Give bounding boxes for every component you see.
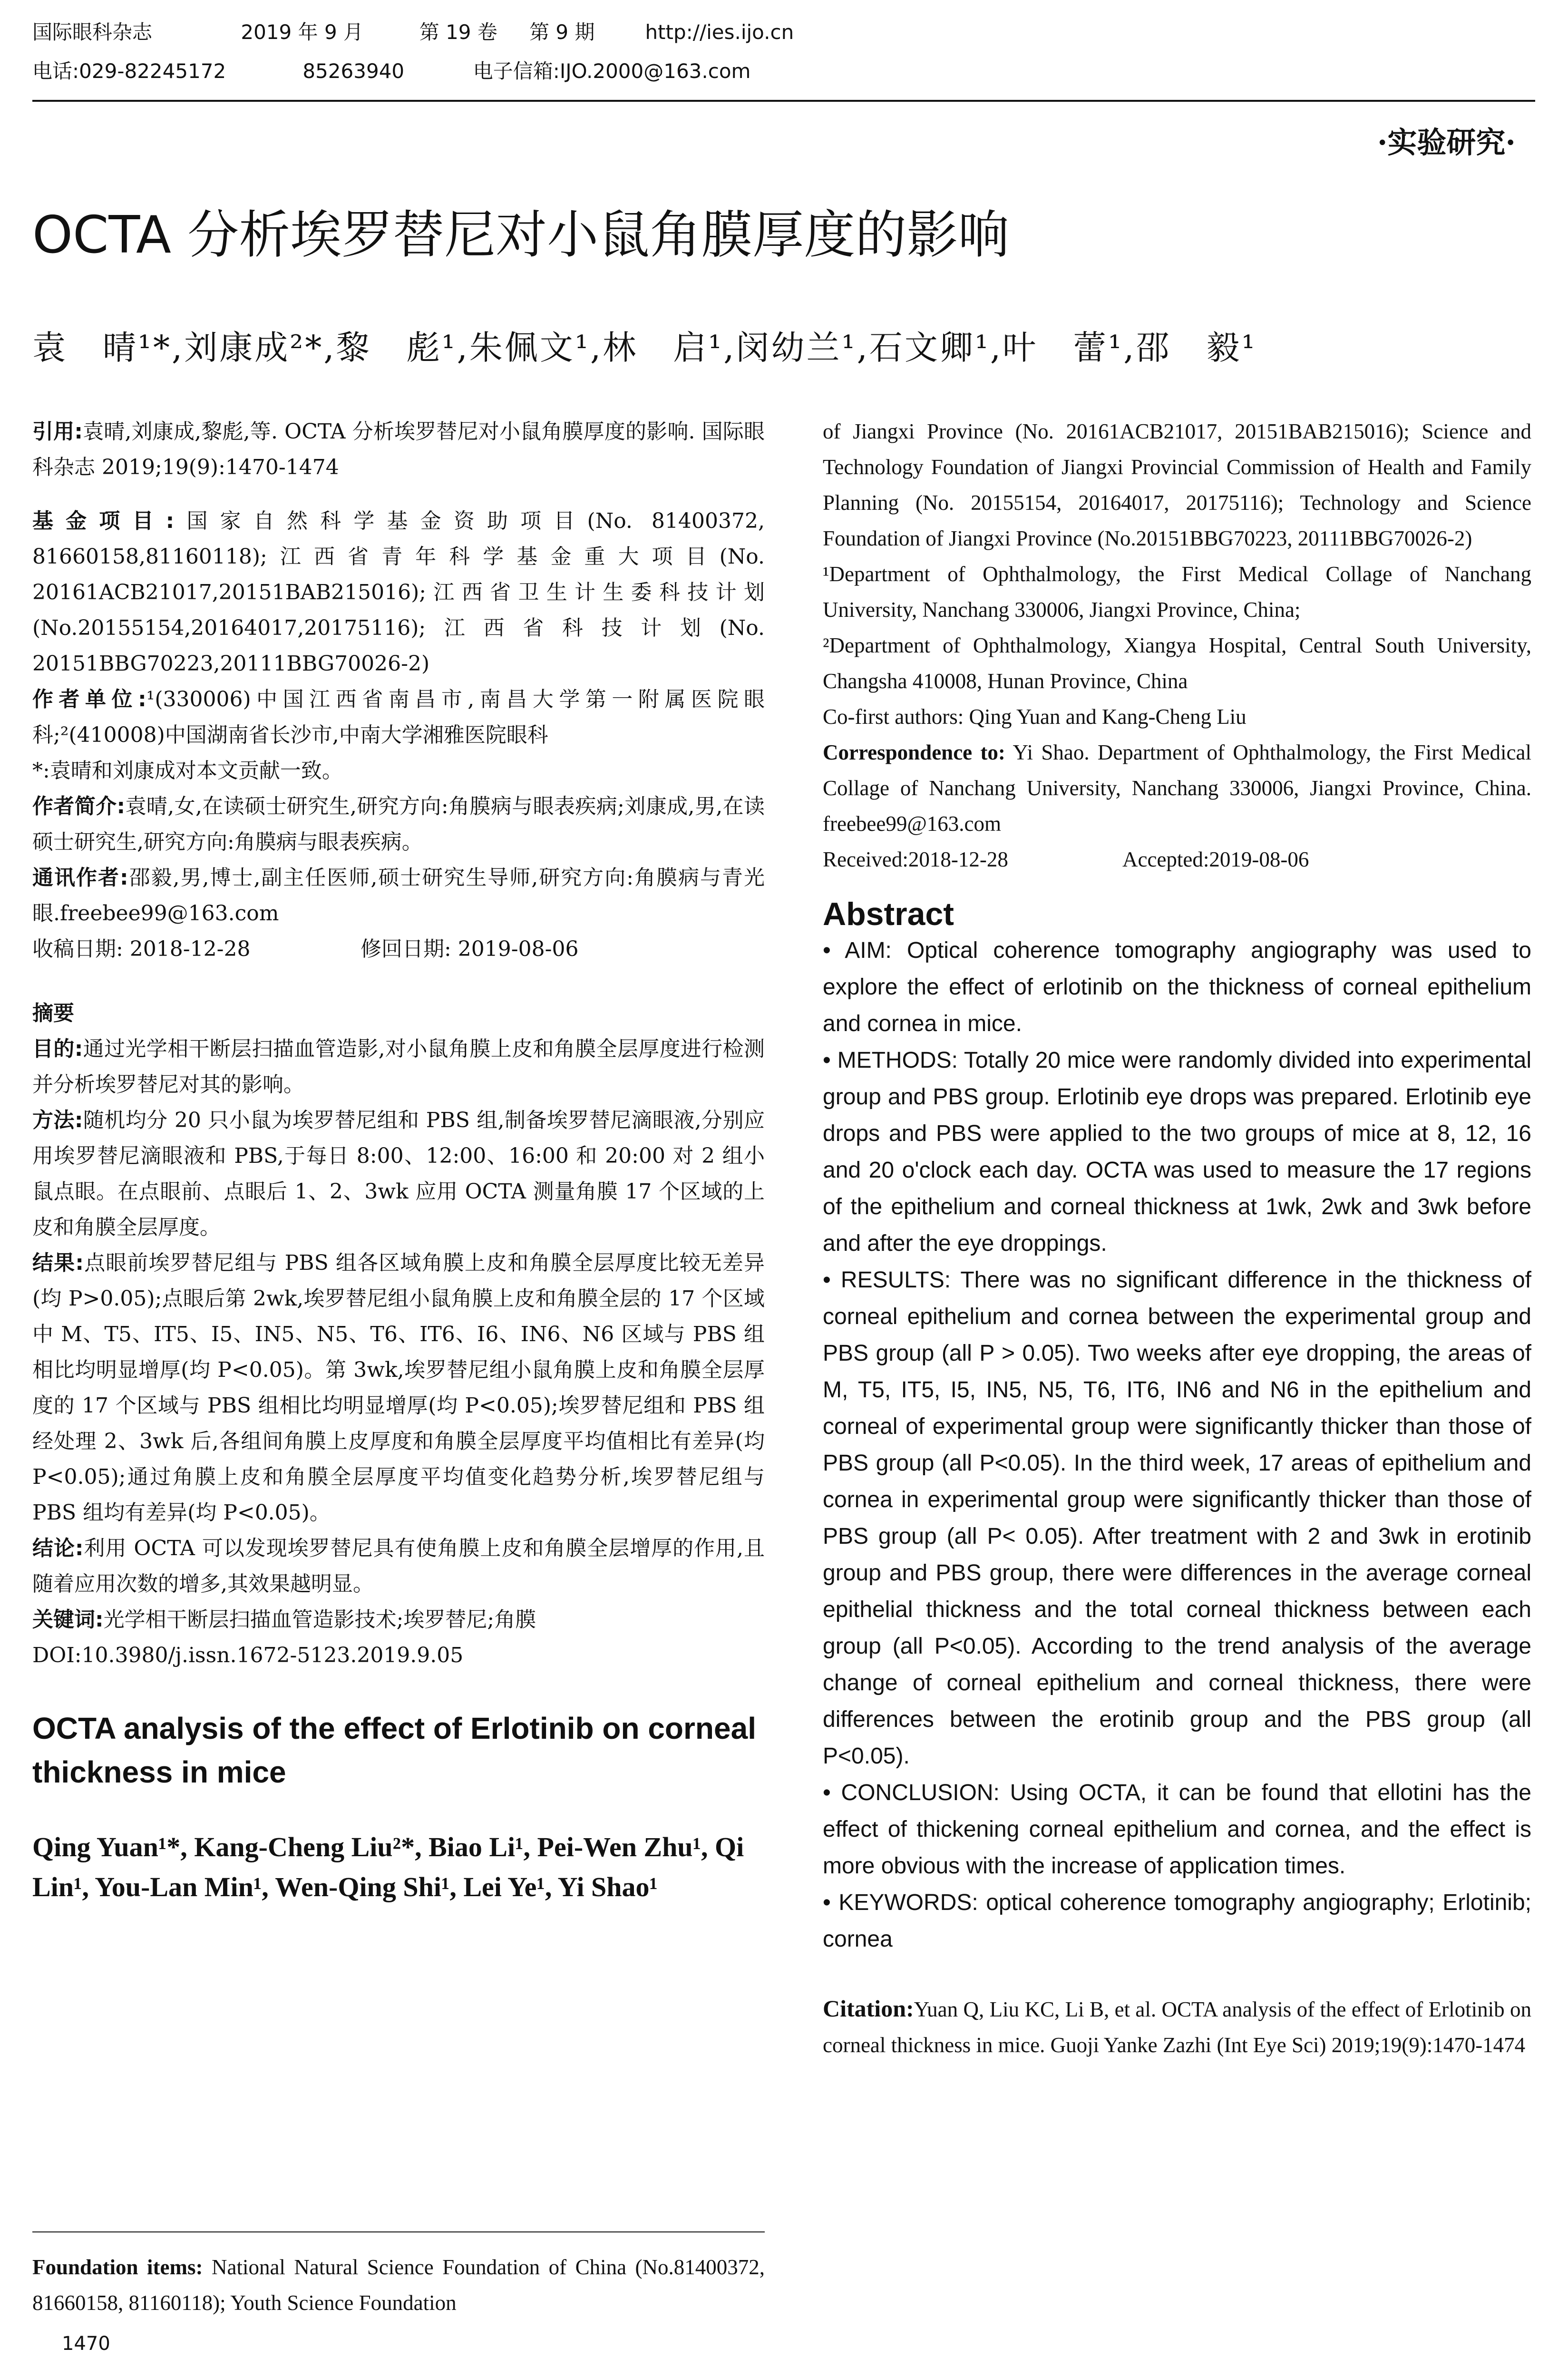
doi[interactable]: DOI:10.3980/j.issn.1672-5123.2019.9.05 (32, 1643, 464, 1667)
conclusion-cn: 利用 OCTA 可以发现埃罗替尼具有使角膜上皮和角膜全层增厚的作用,且随着应用次数的增多,其效果越明显。 (32, 1536, 765, 1596)
author-bio-label: 作者简介: (32, 794, 126, 818)
corresponding-cn-label: 通讯作者: (32, 866, 128, 890)
abstract-en-heading: Abstract (823, 896, 954, 932)
results-cn: 点眼前埃罗替尼组与 PBS 组各区域角膜上皮和角膜全层厚度比较无差异(均 P>0.05);点眼后第 2wk,埃罗替尼组小鼠角膜上皮和角膜全层的 17 个区域中 M、T5、IT5、I5、IN5、N5、T6、IT6、I6、IN6、N6 区域与 PBS 组相比均明显增厚(均 P<0.05)。第 3wk,埃罗替尼组小鼠角膜上皮和角膜全层厚度的 17 个区域与 PBS 组相比均明显增厚(均 P<0.05);埃罗替尼组和 PBS 组经处理 2、3wk 后,各组间角膜上皮厚度和角膜全层厚度平均值相比有差异(均 P<0.05);通过角膜上皮和角膜全层厚度平均值变化趋势分析,埃罗替尼组与 PBS 组均有差异(均 P<0.05)。 (32, 1251, 765, 1525)
abstract-cn-heading: 摘要 (32, 1001, 74, 1025)
foundation-en-block (32, 2250, 765, 2321)
foundation-en: National Natural Science Foundation of China (No.81400372, 81660158, 81160118); Youth Science Foundation (32, 2255, 765, 2315)
foundation-en-continued: of Jiangxi Province (No. 20161ACB21017, 20151BAB215016); Science and Technology Foundation of Jiangxi Provincial Commission of Health and Family Planning (No. 20155154, 20164017, 20175116); Technology and Science Foundation of Jiangxi Province (No.20151BBG70223, 20111BBG70026-2) (823, 419, 1531, 550)
keywords-cn: 光学相干断层扫描血管造影技术;埃罗替尼;角膜 (103, 1607, 536, 1632)
affiliation-cn-label: 作者单位: (32, 687, 146, 711)
left-column (32, 414, 765, 1907)
running-header-line2 (32, 56, 750, 87)
keywords-en: • KEYWORDS: optical coherence tomography angiography; Erlotinib; cornea (823, 1890, 1531, 1952)
correspondence-label: Correspondence to: (823, 740, 1005, 764)
section-tag: ·实验研究· (1377, 125, 1516, 160)
affiliation-en-2: ²Department of Ophthalmology, Xiangya Hospital, Central South University, Changsha 410008, Hunan Province, China (823, 633, 1531, 693)
article-title-cn: OCTA 分析埃罗替尼对小鼠角膜厚度的影响 (32, 205, 1010, 265)
journal-email[interactable]: 电子信箱:IJO.2000@163.com (473, 59, 751, 83)
citation-en-label: Citation: (823, 1995, 914, 2022)
foundation-cn: 国家自然科学基金资助项目(No. 81400372, 81660158,81160118);江西省青年科学基金重大项目(No. 20161ACB21017,20151BAB215016);江西省卫生计生委科技计划(No.20155154,20164017,20175116);江西省科技计划(No. 20151BBG70223,20111BBG70026-2) (32, 509, 765, 676)
right-column (823, 414, 1531, 2063)
footnote-rule (32, 2231, 765, 2232)
received-en: Received:2018-12-28 (823, 848, 1008, 871)
accepted-en: Accepted:2019-08-06 (1122, 848, 1309, 871)
affiliation-cn: ¹(330006)中国江西省南昌市,南昌大学第一附属医院眼科;²(410008)中国湖南省长沙市,中南大学湘雅医院眼科 (32, 687, 765, 747)
authors-cn: 袁 晴¹*,刘康成²*,黎 彪¹,朱佩文¹,林 启¹,闵幼兰¹,石文卿¹,叶 蕾¹,邵 毅¹ (32, 328, 1257, 367)
author-bio: 袁晴,女,在读硕士研究生,研究方向:角膜病与眼表疾病;刘康成,男,在读硕士研究生,研究方向:角膜病与眼表疾病。 (32, 794, 765, 854)
equal-contribution-note: *:袁晴和刘康成对本文贡献一致。 (32, 759, 343, 783)
revised-cn: 修回日期: 2019-08-06 (360, 937, 579, 961)
page-number: 1470 (62, 2333, 110, 2355)
affiliation-en-1: ¹Department of Ophthalmology, the First Medical Collage of Nanchang University, Nanchang 330006, Jiangxi Province, China; (823, 562, 1531, 622)
citation-cn-label: 引用: (32, 419, 83, 444)
running-header-line1 (32, 17, 794, 48)
keywords-cn-label: 关键词: (32, 1607, 104, 1632)
phone: 电话:029-82245172 (32, 59, 226, 83)
phone-2: 85263940 (302, 59, 405, 83)
methods-en: • METHODS: Totally 20 mice were randomly divided into experimental group and PBS group. Erlotinib eye drops was prepared. Erlotinib eye drops and PBS were applied to the two groups of mice at 8, 12, 16 and 20 o'clock each day. OCTA was used to measure the 17 regions of the epithelium and corneal thickness at 1wk, 2wk and 3wk before and after the eye droppings. (823, 1048, 1531, 1256)
citation-en: Yuan Q, Liu KC, Li B, et al. OCTA analysis of the effect of Erlotinib on corneal thickness in mice. Guoji Yanke Zazhi (Int Eye Sci) 2019;19(9):1470-1474 (823, 1997, 1531, 2057)
authors-en: Qing Yuan¹*, Kang-Cheng Liu²*, Biao Li¹, Pei-Wen Zhu¹, Qi Lin¹, You-Lan Min¹, Wen-Qing Shi¹, Lei Ye¹, Yi Shao¹ (32, 1831, 744, 1902)
article-title-en: OCTA analysis of the effect of Erlotinib on corneal thickness in mice (32, 1711, 756, 1789)
conclusion-en: • CONCLUSION: Using OCTA, it can be found that ellotini has the effect of thickening corneal epithelium and cornea, and the effect is more obvious with the increase of application times. (823, 1780, 1531, 1879)
aim-en: • AIM: Optical coherence tomography angiography was used to explore the effect of erlotinib on the thickness of corneal epithelium and cornea in mice. (823, 938, 1531, 1036)
correspondence: Yi Shao. Department of Ophthalmology, the First Medical Collage of Nanchang University, Nanchang 330006, Jiangxi Province, China. freebee99@163.com (823, 740, 1531, 836)
received-cn: 收稿日期: 2018-12-28 (32, 937, 251, 961)
header-rule (32, 100, 1535, 102)
volume: 第 19 卷 (419, 20, 497, 44)
issue: 第 9 期 (529, 20, 595, 44)
methods-cn: 随机均分 20 只小鼠为埃罗替尼组和 PBS 组,制备埃罗替尼滴眼液,分别应用埃罗替尼滴眼液和 PBS,于每日 8:00、12:00、16:00 和 20:00 对 2 组小鼠点眼。在点眼前、点眼后 1、2、3wk 应用 OCTA 测量角膜 17 个区域的上皮和角膜全层厚度。 (32, 1108, 765, 1239)
citation-cn: 袁晴,刘康成,黎彪,等. OCTA 分析埃罗替尼对小鼠角膜厚度的影响. 国际眼科杂志 2019;19(9):1470-1474 (32, 419, 765, 479)
foundation-en-label: Foundation items: (32, 2255, 203, 2279)
foundation-cn-label: 基金项目: (32, 509, 175, 533)
co-first-authors: Co-first authors: Qing Yuan and Kang-Cheng Liu (823, 705, 1247, 729)
conclusion-cn-label: 结论: (32, 1536, 84, 1560)
aim-cn: 通过光学相干断层扫描血管造影,对小鼠角膜上皮和角膜全层厚度进行检测并分析埃罗替尼对其的影响。 (32, 1037, 765, 1097)
methods-cn-label: 方法: (32, 1108, 83, 1132)
results-cn-label: 结果: (32, 1251, 84, 1275)
issue-date: 2019 年 9 月 (241, 20, 364, 44)
journal-url[interactable]: http://ies.ijo.cn (645, 20, 794, 44)
aim-cn-label: 目的: (32, 1037, 83, 1061)
journal-name: 国际眼科杂志 (32, 20, 153, 44)
results-en: • RESULTS: There was no significant difference in the thickness of corneal epithelium and cornea between the experimental group and PBS group (all P > 0.05). Two weeks after eye dropping, the areas of M, T5, IT5, I5, IN5, N5, T6, IT6, IN6 and N6 in the epithelium and corneal of experimental group were significantly thicker than those of PBS group (all P<0.05). In the third week, 17 areas of epithelium and cornea in experimental group were significantly thicker than those of PBS group (all P< 0.05). After treatment with 2 and 3wk in erotinib group and PBS group, there were differences in the average corneal epithelial thickness and the total corneal thickness between each group (all P<0.05). According to the trend analysis of the average change of corneal epithelium and corneal thickness, there were differences between the erotinib group and the PBS group (all P<0.05). (823, 1267, 1531, 1769)
corresponding-cn: 邵毅,男,博士,副主任医师,硕士研究生导师,研究方向:角膜病与青光眼.freebee99@163.com (32, 866, 765, 925)
